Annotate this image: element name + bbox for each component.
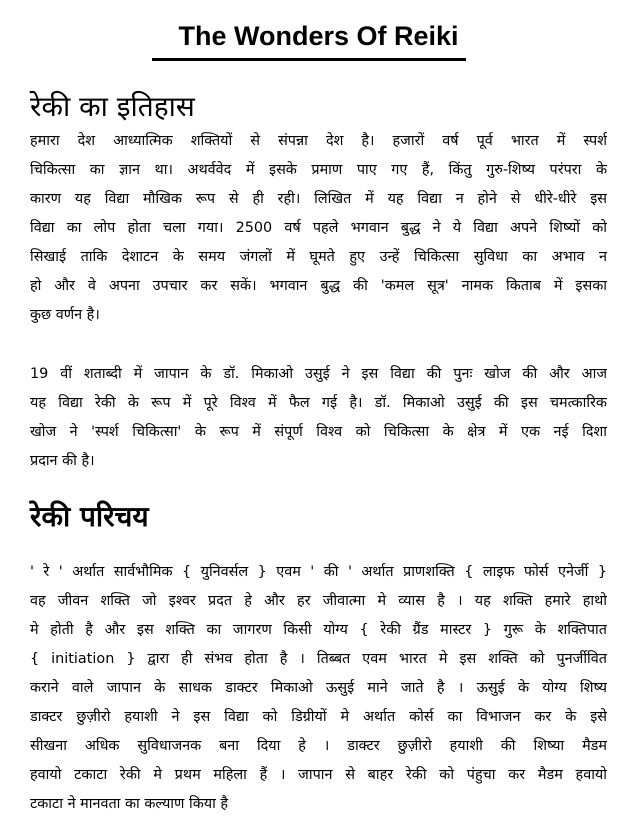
text-line: { initiation } द्वारा ही संभव होता है । तिब्बत एवम भारत मे इस शक्ति को पुनर्जीवित <box>30 651 607 667</box>
section-heading-introduction: रेकी परिचय <box>30 500 149 533</box>
text-line: हमारा देश आध्यात्मिक शक्तियों से संपन्ना देश है। हजारों वर्ष पूर्व भारत में स्पर्श <box>30 133 607 149</box>
text-line: ' रे ' अर्थात सार्वभौमिक { युनिवर्सल } एवम ' की ' अर्थात प्राणशक्ति { लाइफ फोर्स एनेर्जी } <box>30 564 607 580</box>
text-line: वह जीवन शक्ति जो इश्वर प्रदत हे और हर जीवात्मा मे व्यास है । यह शक्ति हमारे हाथो <box>30 593 607 609</box>
text-line: चिकित्सा का ज्ञान था। अथर्ववेद में इसके प्रमाण पाए गए हैं, किंतु गुरु-शिष्य परंपरा के <box>30 162 607 178</box>
text-line: हवायो टकाटा रेकी मे प्रथम महिला हैं । जापान से बाहर रेकी को पंहुचा कर मैडम हवायो <box>30 767 607 783</box>
text-line: यह विद्या रेकी के रूप में पूरे विश्व में फैल गई है। डॉ. मिकाओ उसुई की इस चमत्कारिक <box>30 395 607 411</box>
history-paragraph-2 <box>30 360 607 476</box>
text-line: कुछ वर्णन है। <box>30 307 100 323</box>
section-heading-history: रेकी का इतिहास <box>30 90 195 123</box>
text-line: कारण यह विद्या मौखिक रूप से ही रही। लिखित में यह विद्या न होने से धीरे-धीरे इस <box>30 191 607 207</box>
text-line: विद्या का लोप होता चला गया। 2500 वर्ष पहले भगवान बुद्ध ने ये विद्या अपने शिष्यों को <box>30 220 607 236</box>
text-line: खोज ने 'स्पर्श चिकित्सा' के रूप में संपूर्ण विश्व को चिकित्सा के क्षेत्र में एक नई दिशा <box>30 424 607 440</box>
text-line: 19 वीं शताब्दी में जापान के डॉ. मिकाओ उसुई ने इस विद्या की पुनः खोज की और आज <box>30 366 607 382</box>
text-line: सिखाई ताकि देशाटन के समय जंगलों में घूमते हुए उन्हें चिकित्सा सुविधा का अभाव न <box>30 249 607 265</box>
text-line: प्रदान की है। <box>30 453 95 469</box>
title-underline <box>152 58 466 61</box>
text-line: सीखना अधिक सुविधाजनक बना दिया हे । डाक्टर छुज़ीरो हयाशी की शिष्या मैडम <box>30 738 607 754</box>
text-line: टकाटा ने मानवता का कल्याण किया है <box>30 796 229 812</box>
text-line: कराने वाले जापान के साधक डाक्टर मिकाओ ऊसुई माने जाते है । ऊसुई के योग्य शिष्य <box>30 680 607 696</box>
page-title: The Wonders Of Reiki <box>178 21 459 51</box>
introduction-paragraph <box>30 558 607 819</box>
history-paragraph-1 <box>30 127 607 330</box>
text-line: डाक्टर छुज़ीरो हयाशी ने इस विद्या को डिग्रीयों मे अर्थात कोर्स का विभाजन कर के इसे <box>30 709 607 725</box>
text-line: हो और वे अपना उपचार कर सकें। भगवान बुद्ध की 'कमल सूत्र' नामक किताब में इसका <box>30 278 607 294</box>
text-line: मे होती है और इस शक्ति का जागरण किसी योग्य { रेकी ग्रैंड मास्टर } गुरू के शक्तिपात <box>30 622 607 638</box>
